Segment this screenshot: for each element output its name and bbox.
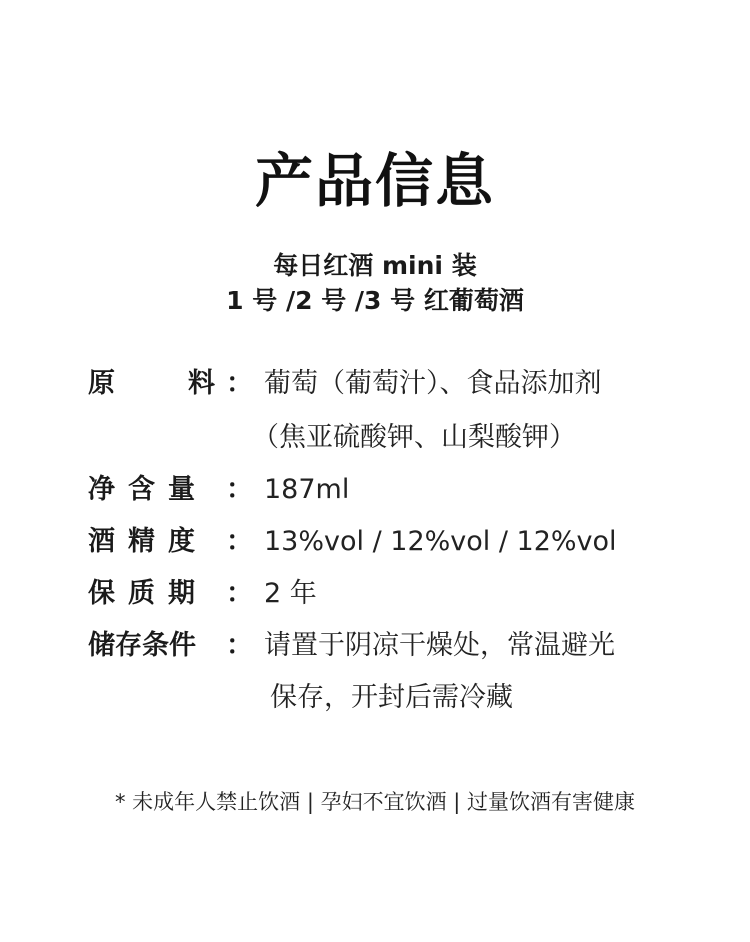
- ingredients-label-part2: 料: [188, 368, 215, 399]
- volume-row: [88, 470, 728, 510]
- shelf-life-colon: ：: [226, 578, 253, 609]
- alcohol-value: 13%vol / 12%vol / 12%vol: [264, 526, 617, 557]
- ingredients-label-part1: 原: [88, 368, 115, 399]
- volume-colon: ：: [226, 474, 253, 505]
- ingredients-colon: ：: [226, 368, 253, 399]
- ingredients-row: [88, 364, 728, 404]
- shelf-life-label: 保质期: [88, 578, 208, 609]
- page-title: 产品信息: [254, 147, 495, 215]
- volume-value: 187ml: [264, 474, 350, 505]
- alcohol-row: [88, 522, 728, 562]
- alcohol-label: 酒精度: [88, 526, 208, 557]
- shelf-life-row: [88, 574, 728, 614]
- product-name-line2: 1 号 /2 号 /3 号 红葡萄酒: [226, 286, 524, 315]
- storage-colon: ：: [226, 630, 253, 661]
- storage-row: [88, 626, 728, 666]
- volume-label: 净含量: [88, 474, 208, 505]
- product-name-line1: 每日红酒 mini 装: [273, 251, 477, 280]
- ingredients-value-line1: 葡萄（葡萄汁）、食品添加剂: [264, 368, 602, 399]
- shelf-life-value: 2 年: [264, 578, 317, 609]
- alcohol-colon: ：: [226, 526, 253, 557]
- footer-warning: * 未成年人禁止饮酒 | 孕妇不宜饮酒 | 过量饮酒有害健康: [114, 790, 636, 814]
- storage-value-line1: 请置于阴凉干燥处，常温避光: [264, 630, 615, 661]
- ingredients-value-line2: （焦亚硫酸钾、山梨酸钾）: [252, 422, 576, 453]
- storage-label: 储存条件: [88, 630, 196, 661]
- storage-value-line2: 保存，开封后需冷藏: [270, 682, 513, 713]
